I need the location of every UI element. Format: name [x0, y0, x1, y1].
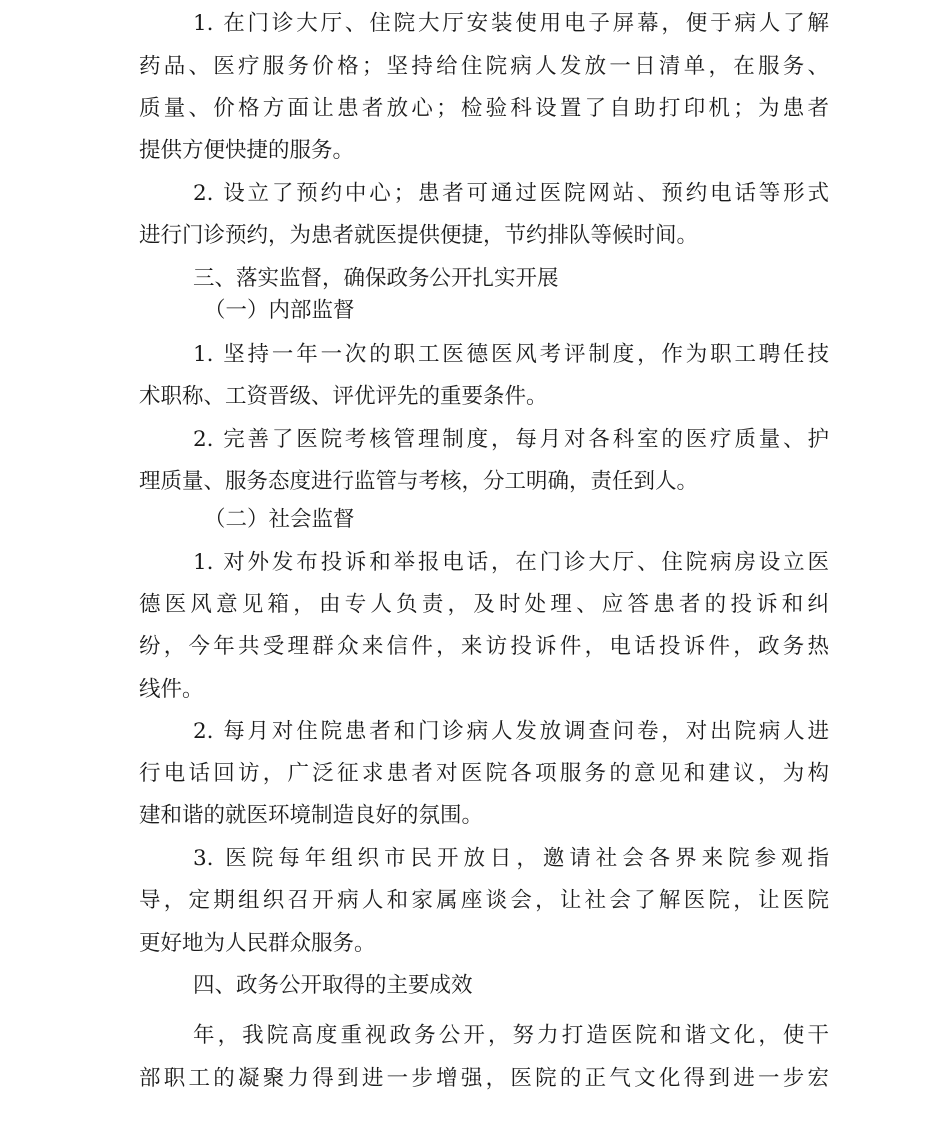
para-7-line-2: 导，定期组织召开病人和家属座谈会，让社会了解医院，让医院	[139, 888, 829, 913]
para-6-line-3: 建和谐的就医环境制造良好的氛围。	[139, 803, 484, 828]
para-1-line-2: 药品、医疗服务价格；坚持给住院病人发放一日清单，在服务、	[139, 54, 829, 79]
para-2-line-1: 2. 设立了预约中心；患者可通过医院网站、预约电话等形式	[193, 181, 829, 206]
section-heading-4: 四、政务公开取得的主要成效	[193, 973, 473, 998]
para-6-line-1: 2. 每月对住院患者和门诊病人发放调查问卷，对出院病人进	[193, 719, 829, 744]
para-5-line-2: 德医风意见箱，由专人负责，及时处理、应答患者的投诉和纠	[139, 592, 829, 617]
subheading-social: （二）社会监督	[204, 507, 355, 532]
para-4-line-2: 理质量、服务态度进行监管与考核，分工明确，责任到人。	[139, 469, 699, 494]
para-6-line-2: 行电话回访，广泛征求患者对医院各项服务的意见和建议，为构	[139, 761, 829, 786]
para-5-line-4: 线件。	[139, 677, 204, 702]
para-3-line-2: 术职称、工资晋级、评优评先的重要条件。	[139, 384, 548, 409]
para-8-line-2: 部职工的凝聚力得到进一步增强，医院的正气文化得到进一步宏	[139, 1066, 829, 1091]
para-3-line-1: 1. 坚持一年一次的职工医德医风考评制度，作为职工聘任技	[193, 342, 829, 367]
para-7-line-3: 更好地为人民群众服务。	[139, 931, 376, 956]
para-7-line-1: 3. 医院每年组织市民开放日，邀请社会各界来院参观指	[193, 846, 829, 871]
para-8-line-1: 年，我院高度重视政务公开，努力打造医院和谐文化，使干	[193, 1023, 829, 1048]
para-1-line-3: 质量、价格方面让患者放心；检验科设置了自助打印机；为患者	[139, 96, 829, 121]
para-1-line-1: 1. 在门诊大厅、住院大厅安装使用电子屏幕，便于病人了解	[193, 11, 829, 36]
para-4-line-1: 2. 完善了医院考核管理制度，每月对各科室的医疗质量、护	[193, 427, 829, 452]
para-2-line-2: 进行门诊预约，为患者就医提供便捷，节约排队等候时间。	[139, 223, 699, 248]
para-1-line-4: 提供方便快捷的服务。	[139, 138, 355, 163]
para-5-line-3: 纷，今年共受理群众来信件，来访投诉件，电话投诉件，政务热	[139, 634, 829, 659]
para-5-line-1: 1. 对外发布投诉和举报电话，在门诊大厅、住院病房设立医	[193, 550, 829, 575]
section-heading-3: 三、落实监督，确保政务公开扎实开展	[193, 266, 559, 291]
subheading-internal: （一）内部监督	[204, 298, 355, 323]
